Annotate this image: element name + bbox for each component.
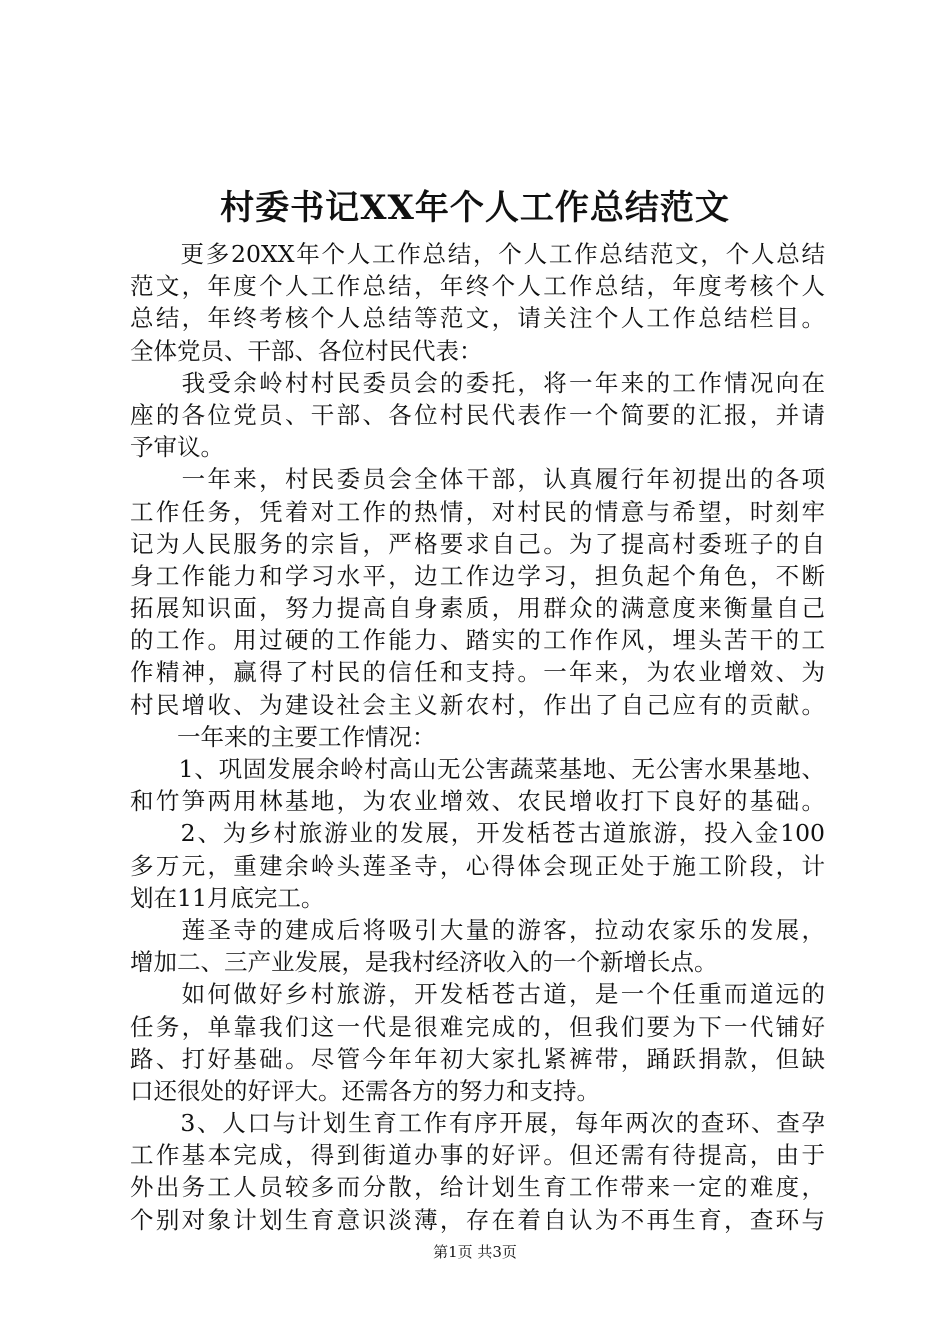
text-line: 村民增收、为建设社会主义新农村，作出了自己应有的贡献。	[130, 690, 825, 719]
text-line: 1、巩固发展余岭村高山无公害蔬菜基地、无公害水果基地、	[130, 755, 825, 783]
text-line: 我受余岭村村民委员会的委托，将一年来的工作情况向在	[130, 368, 825, 397]
text-line: 如何做好乡村旅游，开发栝苍古道，是一个任重而道远的	[130, 980, 825, 1009]
text-line: 个别对象计划生育意识淡薄，存在着自认为不再生育，查环与	[130, 1205, 825, 1234]
text-line: 予审议。	[130, 433, 224, 462]
text-line: 和竹笋两用林基地，为农业增效、农民增收打下良好的基础。	[130, 787, 825, 816]
text-line: 工作任务，凭着对工作的热情，对村民的情意与希望，时刻牢	[130, 497, 825, 526]
page-number: 第1页 共3页	[433, 1243, 517, 1261]
text-line: 范文，年度个人工作总结，年终个人工作总结，年度考核个人	[130, 272, 825, 301]
text-line: 2、为乡村旅游业的发展，开发栝苍古道旅游，投入金100	[130, 819, 825, 848]
text-line: 作精神，赢得了村民的信任和支持。一年来，为农业增效、为	[130, 658, 825, 687]
text-line: 增加二、三产业发展，是我村经济收入的一个新增长点。	[130, 948, 718, 977]
text-line: 任务，单靠我们这一代是很难完成的，但我们要为下一代铺好	[130, 1012, 825, 1041]
text-line: 一年来的主要工作情况：	[130, 722, 436, 751]
text-line: 身工作能力和学习水平，边工作边学习，担负起个角色，不断	[130, 561, 825, 590]
text-line: 莲圣寺的建成后将吸引大量的游客，拉动农家乐的发展，	[130, 915, 825, 944]
text-line: 工作基本完成，得到街道办事的好评。但还需有待提高，由于	[130, 1141, 825, 1170]
text-line: 外出务工人员较多而分散，给计划生育工作带来一定的难度，	[130, 1173, 825, 1202]
text-line: 多万元，重建余岭头莲圣寺，心得体会现正处于施工阶段，计	[130, 851, 825, 880]
text-line: 路、打好基础。尽管今年年初大家扎紧裤带，踊跃捐款，但缺	[130, 1044, 825, 1073]
text-line: 更多20XX年个人工作总结，个人工作总结范文，个人总结	[130, 240, 825, 268]
text-line: 全体党员、干部、各位村民代表：	[130, 336, 483, 365]
text-line: 划在11月底完工。	[130, 883, 325, 912]
text-line: 口还很处的好评大。还需各方的努力和支持。	[130, 1076, 600, 1105]
text-line: 的工作。用过硬的工作能力、踏实的工作作风，埋头苦干的工	[130, 626, 825, 655]
text-line: 一年来，村民委员会全体干部，认真履行年初提出的各项	[130, 465, 825, 494]
text-line: 3、人口与计划生育工作有序开展，每年两次的查环、查孕	[130, 1109, 825, 1138]
document-title: 村委书记XX年个人工作总结范文	[220, 188, 730, 228]
text-line: 总结，年终考核个人总结等范文，请关注个人工作总结栏目。	[130, 304, 825, 333]
text-line: 拓展知识面，努力提高自身素质，用群众的满意度来衡量自己	[130, 594, 825, 623]
document-body	[130, 238, 825, 1236]
text-line: 座的各位党员、干部、各位村民代表作一个简要的汇报，并请	[130, 400, 825, 429]
text-line: 记为人民服务的宗旨，严格要求自己。为了提高村委班子的自	[130, 529, 825, 558]
